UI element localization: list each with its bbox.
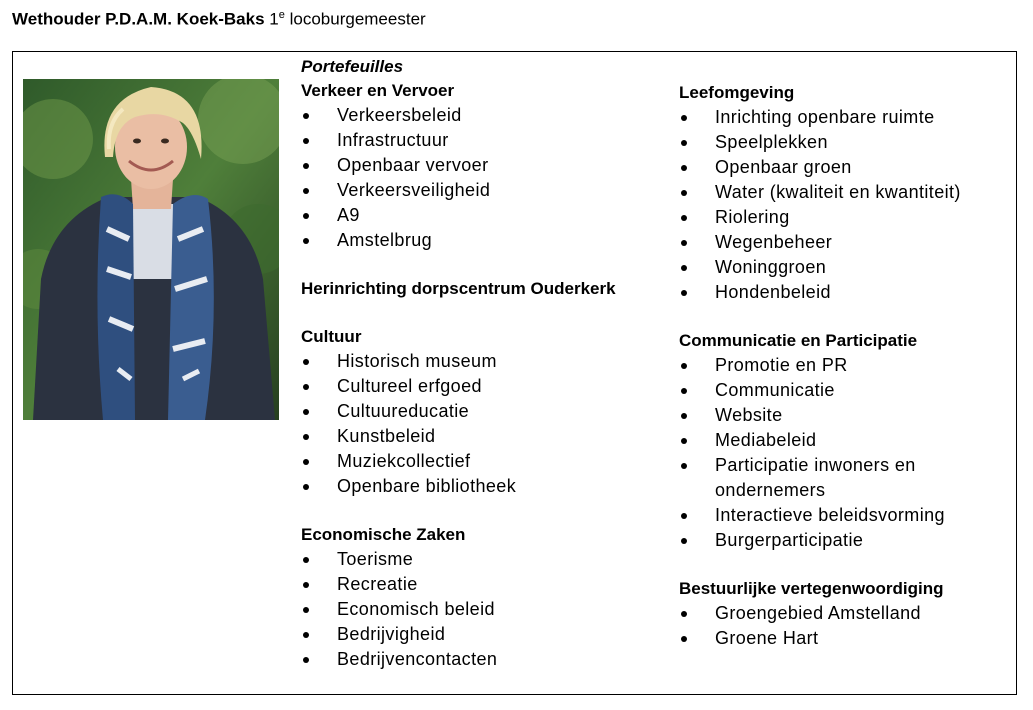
- list-item: Openbaar vervoer: [301, 153, 671, 178]
- list-item: Water (kwaliteit en kwantiteit): [679, 180, 1009, 205]
- list-item: Verkeersveiligheid: [301, 178, 671, 203]
- list-item: Economisch beleid: [301, 597, 671, 622]
- group-representation: [679, 577, 1009, 651]
- list-item: Groene Hart: [679, 626, 1009, 651]
- list-item: Interactieve beleidsvorming: [679, 503, 1009, 528]
- portfolio-heading: Portefeuilles: [301, 57, 404, 76]
- list-item: Muziekcollectief: [301, 449, 671, 474]
- list-item: Promotie en PR: [679, 353, 1009, 378]
- list-item: Amstelbrug: [301, 228, 671, 253]
- list-item: Toerisme: [301, 547, 671, 572]
- list-item: Openbaar groen: [679, 155, 1009, 180]
- group-culture: [301, 325, 671, 499]
- list-item: Bedrijvigheid: [301, 622, 671, 647]
- list-item: Woninggroen: [679, 255, 1009, 280]
- list-item: Infrastructuur: [301, 128, 671, 153]
- list-item: Openbare bibliotheek: [301, 474, 671, 499]
- list-item: Historisch museum: [301, 349, 671, 374]
- list-item: Riolering: [679, 205, 1009, 230]
- portfolio-column-right: [679, 81, 1009, 651]
- list-item: Cultureel erfgoed: [301, 374, 671, 399]
- portfolio-column-left: [301, 55, 671, 672]
- group-heading: Economische Zaken: [301, 525, 466, 544]
- portrait-photo: [23, 79, 279, 420]
- group-list: [679, 353, 1009, 553]
- group-list: [301, 103, 671, 253]
- group-heading: Herinrichting dorpscentrum Ouderkerk: [301, 279, 616, 298]
- list-item: Bedrijvencontacten: [301, 647, 671, 672]
- group-list: [301, 547, 671, 672]
- list-item: Website: [679, 403, 1009, 428]
- list-item: A9: [301, 203, 671, 228]
- list-item: Burgerparticipatie: [679, 528, 1009, 553]
- list-item: Speelplekken: [679, 130, 1009, 155]
- group-list: [679, 105, 1009, 305]
- list-item: Inrichting openbare ruimte: [679, 105, 1009, 130]
- group-heading: Leefomgeving: [679, 83, 795, 102]
- group-traffic: [301, 79, 671, 253]
- rank-title: locoburgemeester: [289, 9, 426, 29]
- list-item: Hondenbeleid: [679, 280, 1009, 305]
- list-item: Participatie inwoners en ondernemers: [679, 453, 1009, 503]
- group-economy: [301, 523, 671, 672]
- page-title: [12, 9, 426, 30]
- group-heading: Bestuurlijke vertegenwoordiging: [679, 579, 944, 598]
- group-list: [301, 349, 671, 499]
- list-item: Verkeersbeleid: [301, 103, 671, 128]
- group-communication: [679, 329, 1009, 553]
- group-living-environment: [679, 81, 1009, 305]
- group-heading: Communicatie en Participatie: [679, 331, 918, 350]
- list-item: Communicatie: [679, 378, 1009, 403]
- group-list: [679, 601, 1009, 651]
- list-item: Mediabeleid: [679, 428, 1009, 453]
- rank-suffix: e: [278, 9, 285, 21]
- group-village-centre: [301, 277, 671, 301]
- group-heading: Cultuur: [301, 327, 362, 346]
- list-item: Groengebied Amstelland: [679, 601, 1009, 626]
- alderman-name: Wethouder P.D.A.M. Koek-Baks: [12, 9, 265, 29]
- list-item: Kunstbeleid: [301, 424, 671, 449]
- list-item: Recreatie: [301, 572, 671, 597]
- rank-number: 1: [269, 9, 279, 29]
- list-item: Cultuureducatie: [301, 399, 671, 424]
- list-item: Wegenbeheer: [679, 230, 1009, 255]
- group-heading: Verkeer en Vervoer: [301, 81, 455, 100]
